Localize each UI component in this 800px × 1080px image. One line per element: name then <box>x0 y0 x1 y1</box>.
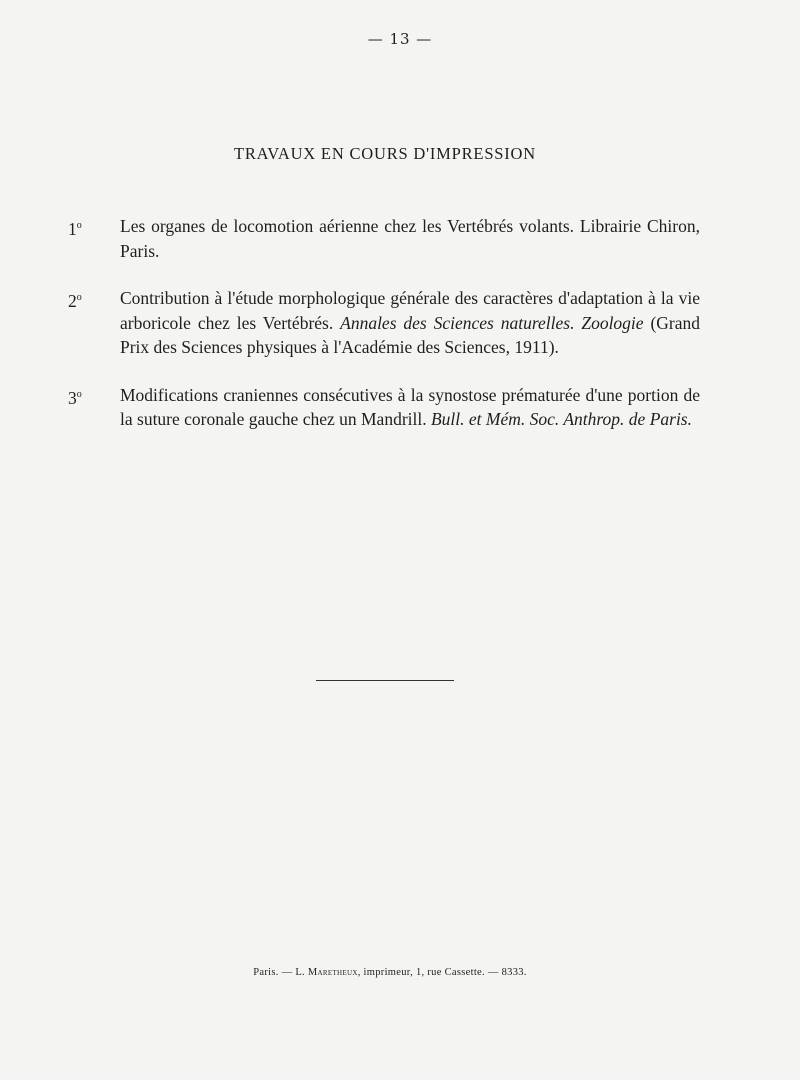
divider-rule <box>316 680 454 681</box>
list-item <box>68 286 700 360</box>
section-title: TRAVAUX EN COURS D'IMPRESSION <box>234 144 536 163</box>
list-item <box>68 214 700 263</box>
printer-imprint: Paris. — L. Maretheux, imprimeur, 1, rue Cassette. — 8333. <box>253 967 527 978</box>
item-number: 3$^o$ <box>68 387 82 408</box>
printer-name: Maretheux <box>307 967 358 978</box>
page-number: — 13 — <box>367 30 433 48</box>
item-text: Les organes de locomotion aérienne chez les Vertébrés volants. Librairie Chiron, Paris. <box>120 216 700 261</box>
list-item <box>68 383 700 432</box>
item-text: Contribution à l'étude morphologique générale des caractères d'adaptation à la vie arboricole chez les Vertébrés. Annales des Sciences naturelles. Zoologie (Grand Prix des Sciences physiques à l'Académie des Sciences, 1911). <box>120 288 701 357</box>
journal-title: Bull. et Mém. Soc. Anthrop. de Paris. <box>430 409 692 429</box>
item-text: Modifications craniennes consécutives à la synostose prématurée d'une portion de la suture coronale gauche chez un Mandrill. Bull. et Mém. Soc. Anthrop. de Paris. <box>120 384 700 429</box>
journal-title: Annales des Sciences naturelles. Zoologie <box>340 312 644 333</box>
works-list <box>68 214 700 455</box>
item-number: 2$^o$ <box>68 290 82 311</box>
item-number: 1$^o$ <box>68 218 82 239</box>
